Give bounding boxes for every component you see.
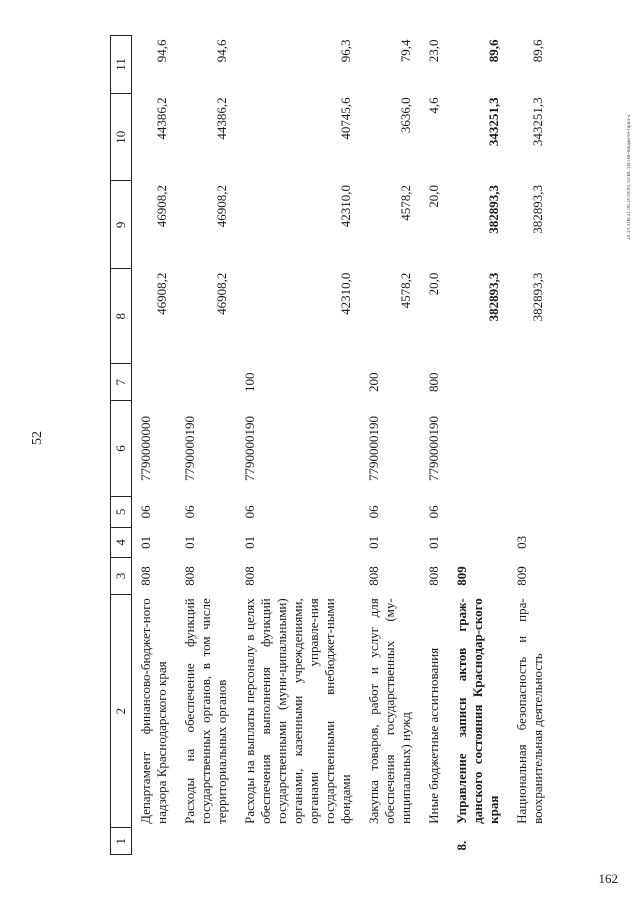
table-row <box>508 36 552 855</box>
table-cell-c11: 89,6 <box>486 39 501 63</box>
table-cell-c10: 343251,3 <box>530 97 545 147</box>
table-cell-c4: 03 <box>514 535 529 549</box>
table-cell-c5 <box>508 497 552 528</box>
table-cell-num: 8. <box>454 840 469 851</box>
table-cell-c4: 01 <box>138 535 153 549</box>
table-cell-name: Департамент финансово-бюджет-ного надзора Краснодарского края <box>138 598 169 824</box>
table-row <box>360 36 420 855</box>
table-cell-num <box>420 828 448 855</box>
table-cell-c7: 100 <box>242 372 257 392</box>
table-cell-c10: 4,6 <box>426 97 441 114</box>
table-cell-c8: 42310,0 <box>338 272 353 315</box>
table-cell-c3: 808 <box>138 566 153 586</box>
header-cell: 5 <box>111 497 132 528</box>
table-cell-num <box>508 828 552 855</box>
header-cell: 2 <box>111 594 132 828</box>
table-cell-c11: 94,6 <box>214 39 229 63</box>
table-cell-c7 <box>176 364 236 401</box>
table-cell-c10: 3636,0 <box>398 97 413 134</box>
table-cell-c3: 809 <box>514 566 529 586</box>
table-cell-c7: 200 <box>366 372 381 392</box>
table-cell-c3: 808 <box>242 566 257 586</box>
header-cell: 3 <box>111 558 132 595</box>
table-cell-c4 <box>448 527 508 558</box>
table-cell-num <box>360 828 420 855</box>
table-cell-c4: 01 <box>182 535 197 549</box>
page-number-top: 52 <box>30 431 45 445</box>
table-row <box>448 36 508 855</box>
header-cell: 1 <box>111 828 132 855</box>
header-cell: 6 <box>111 401 132 497</box>
table-cell-c10: 44386,2 <box>154 97 169 140</box>
table-row <box>132 36 177 855</box>
table-cell-c11: 89,6 <box>530 39 545 63</box>
budget-table <box>110 35 552 855</box>
file-path-note: 20.3/COB/21.06.2018/09.33/ВСТЯ/ЛВ-бюджетн-прил-2 <box>627 114 632 240</box>
table-cell-c11: 96,3 <box>338 39 353 63</box>
table-row <box>420 36 448 855</box>
table-cell-c5 <box>448 497 508 528</box>
table-cell-c3: 808 <box>426 566 441 586</box>
page-number-bottom: 162 <box>598 871 618 886</box>
table-cell-num <box>176 828 236 855</box>
table-cell-c8: 46908,2 <box>214 272 229 315</box>
table-cell-c5: 06 <box>426 505 441 519</box>
table-cell-c9: 4578,2 <box>398 185 413 221</box>
table-cell-c5: 06 <box>138 505 153 519</box>
table-cell-c9: 46908,2 <box>214 185 229 228</box>
table-cell-c6: 7790000190 <box>182 416 197 482</box>
table-cell-c9: 46908,2 <box>154 185 169 228</box>
table-cell-name: Управление записи актов граж-данского состояния Краснодар-ского края <box>454 598 501 824</box>
rotated-table-container <box>110 35 630 855</box>
table-row <box>176 36 236 855</box>
table-cell-c4: 01 <box>366 535 381 549</box>
table-cell-c5: 06 <box>242 505 257 519</box>
table-cell-c10: 40745,6 <box>338 97 353 140</box>
table-cell-c9: 42310,0 <box>338 185 353 228</box>
table-cell-c6: 7790000000 <box>138 416 153 482</box>
table-cell-name: Иные бюджетные ассигнования <box>426 647 441 824</box>
header-cell: 9 <box>111 181 132 269</box>
table-cell-c3: 809 <box>454 566 469 586</box>
table-cell-c6 <box>448 401 508 497</box>
header-cell: 10 <box>111 93 132 181</box>
table-cell-c6: 7790000190 <box>426 416 441 482</box>
table-cell-c9: 382893,3 <box>486 185 501 234</box>
table-cell-c7 <box>132 364 177 401</box>
table-cell-name: Расходы на обеспечение функций государственных органов, в том числе территориальных органов <box>182 598 229 824</box>
table-cell-c7 <box>508 364 552 401</box>
table-cell-name: Закупка товаров, работ и услуг для обеспечения государственных (му-ниципальных) нужд <box>366 598 413 824</box>
table-cell-c9: 382893,3 <box>530 185 545 234</box>
table-cell-c8: 382893,3 <box>486 272 501 322</box>
table-cell-c5: 06 <box>366 505 381 519</box>
header-cell: 8 <box>111 269 132 364</box>
table-cell-name: Национальная безопасность и пра-воохранительная деятельность <box>514 598 545 824</box>
table-cell-num <box>236 828 360 855</box>
table-cell-c8: 4578,2 <box>398 272 413 309</box>
table-cell-c5: 06 <box>182 505 197 519</box>
table-cell-c8: 20,0 <box>426 272 441 296</box>
header-cell: 11 <box>111 36 132 94</box>
table-cell-c4: 01 <box>242 535 257 549</box>
header-cell: 4 <box>111 527 132 558</box>
table-cell-c9: 20,0 <box>426 185 441 208</box>
table-body <box>132 36 553 855</box>
table-cell-c3: 808 <box>366 566 381 586</box>
table-cell-c4: 01 <box>426 535 441 549</box>
table-cell-c8: 46908,2 <box>154 272 169 315</box>
table-cell-c11: 94,6 <box>154 39 169 63</box>
header-cell: 7 <box>111 364 132 401</box>
table-cell-name: Расходы на выплаты персоналу в целях обеспечения выполнения функций государственными (муни-ципальными) органами, казенными учреждениями, органами управле-ния государственными внебюджет-ными фондами <box>242 598 353 824</box>
table-cell-c11: 23,0 <box>426 39 441 63</box>
table-cell-c6 <box>508 401 552 497</box>
table-cell-c11: 79,4 <box>398 39 413 63</box>
table-cell-c3: 808 <box>182 566 197 586</box>
table-row <box>236 36 360 855</box>
table-cell-c10: 343251,3 <box>486 97 501 147</box>
table-cell-c6: 7790000190 <box>366 416 381 482</box>
table-cell-c7 <box>448 364 508 401</box>
header-row <box>111 36 132 855</box>
table-cell-c7: 800 <box>426 372 441 392</box>
table-cell-num <box>132 828 177 855</box>
table-cell-c10: 44386,2 <box>214 97 229 140</box>
table-cell-c6: 7790000190 <box>242 416 257 482</box>
table-cell-c8: 382893,3 <box>530 272 545 322</box>
